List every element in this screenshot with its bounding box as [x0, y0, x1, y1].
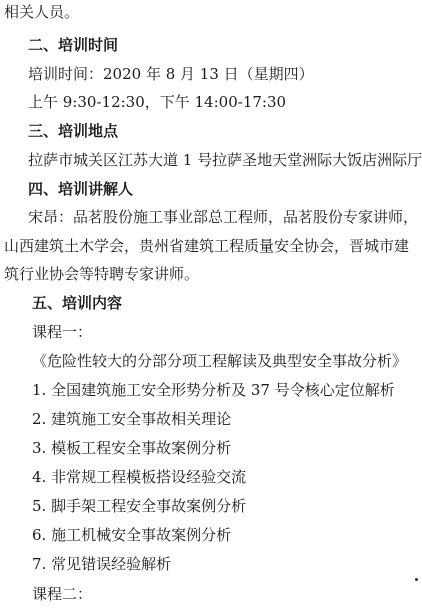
section-heading-speaker: 四、培训讲解人 — [28, 180, 134, 198]
training-date: 培训时间：2020 年 8 月 13 日（星期四） — [28, 65, 314, 83]
training-hours: 上午 9:30-12:30，下午 14:00-17:30 — [28, 93, 287, 111]
section-heading-location: 三、培训地点 — [28, 122, 119, 140]
section-heading-content: 五、培训内容 — [32, 294, 123, 312]
course-title: 《危险性较大的分部分项工程解读及典型安全事故分析》 — [32, 352, 408, 370]
speaker-intro-line: 山西建筑土木学会，贵州省建筑工程质量安全协会，晋城市建 — [4, 237, 410, 255]
course-item: 1. 全国建筑施工安全形势分析及 37 号令核心定位解析 — [32, 381, 395, 399]
page-mark-dot — [415, 578, 418, 581]
course-label: 课程一： — [32, 323, 93, 341]
section-heading-time: 二、培训时间 — [28, 36, 119, 54]
continuation-text: 相关人员。 — [4, 3, 80, 21]
course-item: 2. 建筑施工安全事故相关理论 — [32, 410, 232, 428]
course-item: 4. 非常规工程模板搭设经验交流 — [32, 468, 247, 486]
training-location: 拉萨市城关区江苏大道 1 号拉萨圣地天堂洲际大饭店洲际厅 — [28, 151, 422, 169]
course-item: 5. 脚手架工程安全事故案例分析 — [32, 497, 247, 515]
speaker-intro-line: 筑行业协会等特聘专家讲师。 — [4, 265, 200, 283]
course-item: 7. 常见错误经验解析 — [32, 555, 172, 573]
course-item: 3. 模板工程安全事故案例分析 — [32, 439, 232, 457]
speaker-intro-line: 宋昂：品茗股份施工事业部总工程师，品茗股份专家讲师， — [28, 208, 419, 226]
course-item: 6. 施工机械安全事故案例分析 — [32, 526, 232, 544]
course-label: 课程二： — [32, 585, 93, 603]
